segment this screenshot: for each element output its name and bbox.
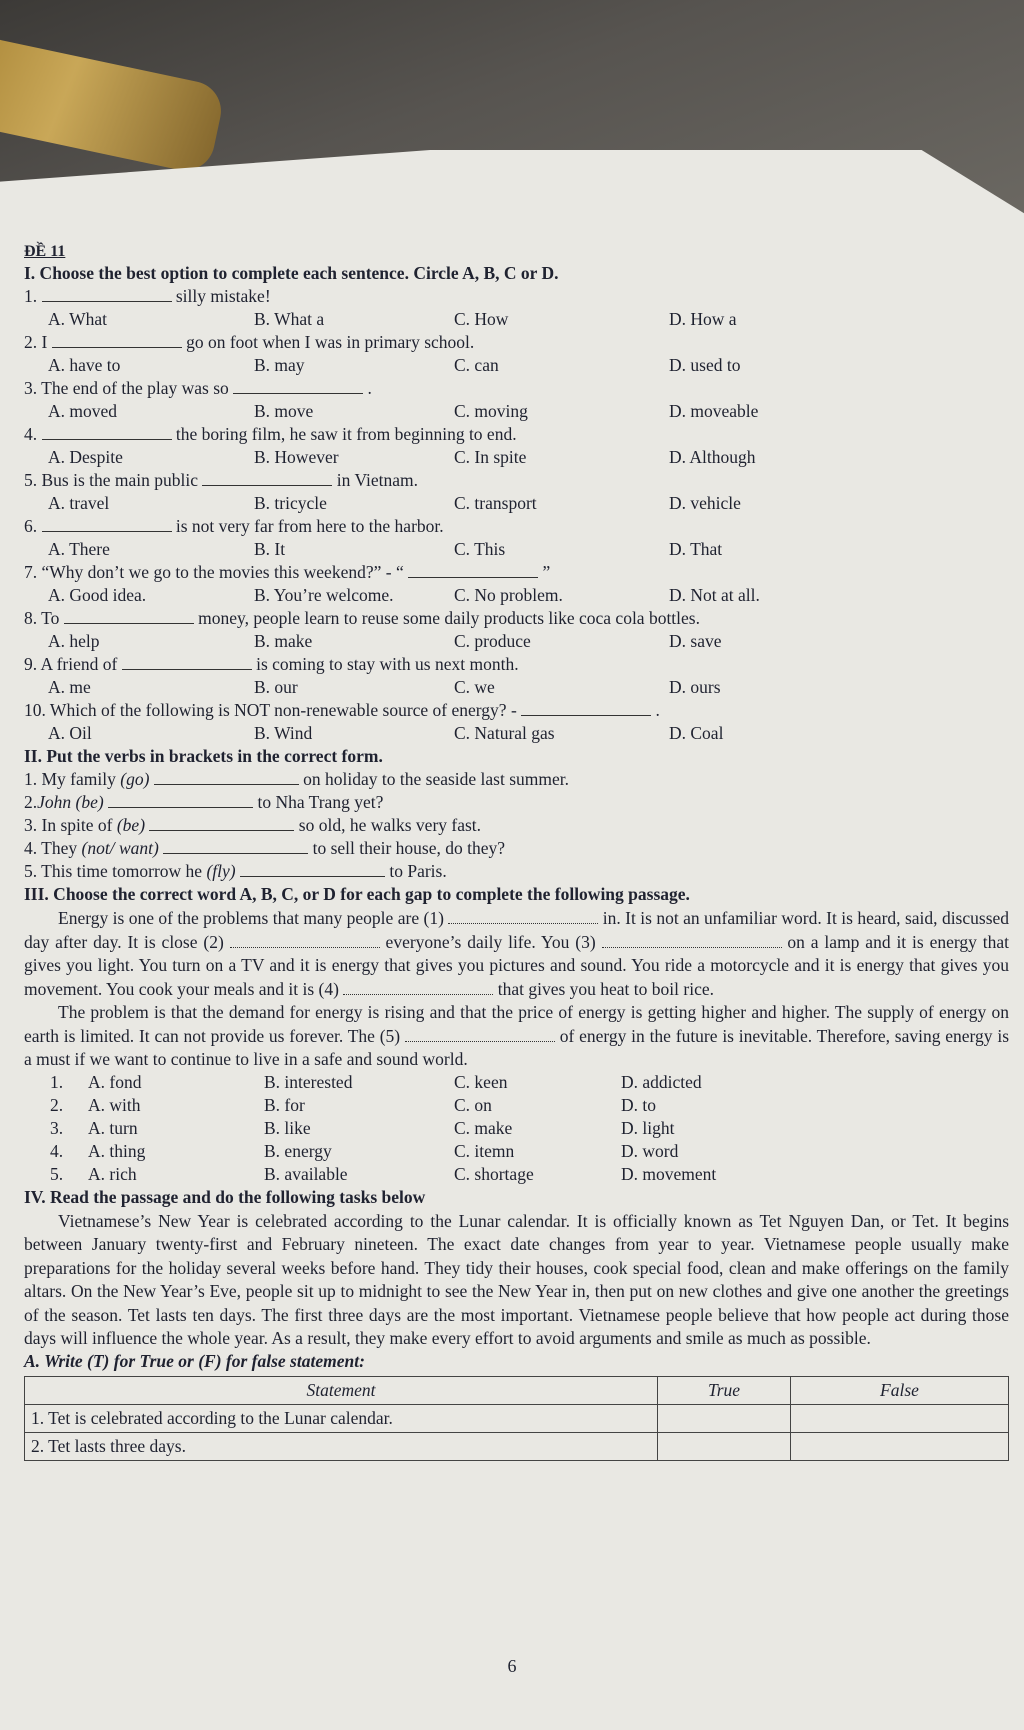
option-c[interactable]: C. keen — [454, 1071, 508, 1092]
question-options — [24, 447, 1009, 470]
question-options — [24, 493, 1009, 516]
option-d[interactable]: D. to — [621, 1094, 656, 1115]
section3-paragraph2: The problem is that the demand for energy is rising and that the price of energy is getting higher and higher. The supply of energy on earth is limited. It can not provide us forever. The (5) of energy in the future is inevitable. Therefore, saving energy is a must if we want to continue to live in a safe and sound world. — [24, 1002, 1010, 1069]
option-b[interactable]: B. move — [254, 401, 314, 421]
option-b[interactable]: B. make — [254, 631, 313, 651]
answer-blank[interactable] — [42, 425, 172, 440]
verb-item: 5. This time tomorrow he (fly) to Paris. — [24, 861, 447, 881]
question-options — [24, 539, 1009, 562]
option-a[interactable]: A. turn — [88, 1117, 138, 1138]
answer-blank[interactable] — [202, 471, 332, 486]
section2-items — [24, 769, 1009, 884]
answer-blank[interactable] — [122, 655, 252, 670]
option-b[interactable]: B. like — [264, 1117, 311, 1138]
gap-number: 3. — [50, 1117, 64, 1138]
section3-title: III. Choose the correct word A, B, C, or D for each gap to complete the following passage. — [24, 884, 690, 904]
option-c[interactable]: C. No problem. — [454, 585, 563, 605]
question-stem: 6. is not very far from here to the harbor. — [24, 516, 444, 536]
option-a[interactable]: A. fond — [88, 1071, 142, 1092]
header-false: False — [791, 1376, 1009, 1404]
gap-number: 5. — [50, 1163, 64, 1184]
option-b[interactable]: B. tricycle — [254, 493, 327, 513]
question-stem: 7. “Why don’t we go to the movies this weekend?” - “ ” — [24, 562, 551, 582]
option-a[interactable]: A. help — [48, 631, 100, 651]
option-c[interactable]: C. This — [454, 539, 506, 559]
page-number: 6 — [507, 1656, 517, 1676]
option-d[interactable]: D. Although — [669, 447, 756, 467]
answer-blank[interactable] — [240, 862, 385, 877]
section1-title: I. Choose the best option to complete each sentence. Circle A, B, C or D. — [24, 263, 559, 283]
answer-blank[interactable] — [149, 816, 294, 831]
option-c[interactable]: C. transport — [454, 493, 537, 513]
option-b[interactable]: B. What a — [254, 309, 325, 329]
option-d[interactable]: D. That — [669, 539, 723, 559]
option-b[interactable]: B. However — [254, 447, 339, 467]
answer-blank[interactable] — [408, 563, 538, 578]
section2-title: II. Put the verbs in brackets in the correct form. — [24, 746, 383, 766]
option-b[interactable]: B. for — [264, 1094, 305, 1115]
answer-blank[interactable] — [42, 287, 172, 302]
section3-paragraph1: Energy is one of the problems that many people are (1) in. It is not an unfamiliar word. It is heard, said, discussed day after day. It is close (2) everyone’s daily life. You (3) on a lamp and it is energy that gives you light. You turn on a TV and it is energy that gives you pictures and sound. You ride a motorcycle and it is energy that gives you movement. You cook your meals and it is (4) that gives you heat to boil rice. — [24, 908, 1010, 999]
option-b[interactable]: B. may — [254, 355, 305, 375]
section4-title: IV. Read the passage and do the following tasks below — [24, 1186, 426, 1207]
option-b[interactable]: B. You’re welcome. — [254, 585, 394, 605]
passage-option-row — [24, 1164, 1009, 1187]
answer-blank[interactable] — [163, 839, 308, 854]
option-c[interactable]: C. on — [454, 1094, 492, 1115]
option-c[interactable]: C. shortage — [454, 1163, 534, 1184]
verb-item: 4. They (not/ want) to sell their house, do they? — [24, 838, 506, 858]
option-a[interactable]: A. Good idea. — [48, 585, 147, 605]
option-a[interactable]: A. There — [48, 539, 110, 559]
verb-item: 2.John (be) to Nha Trang yet? — [24, 792, 384, 812]
question-options — [24, 585, 1009, 608]
question-stem: 5. Bus is the main public in Vietnam. — [24, 470, 419, 490]
passage-option-row — [24, 1141, 1009, 1164]
worksheet-content — [24, 240, 1009, 1461]
question-stem: 9. A friend of is coming to stay with us next month. — [24, 654, 519, 674]
gap-number: 4. — [50, 1140, 64, 1161]
passage-option-row — [24, 1095, 1009, 1118]
option-d[interactable]: D. moveable — [669, 401, 759, 421]
option-a[interactable]: A. me — [48, 677, 91, 697]
option-a[interactable]: A. have to — [48, 355, 121, 375]
true-answer-cell[interactable] — [658, 1404, 791, 1432]
option-c[interactable]: C. moving — [454, 401, 528, 421]
question-stem: 2. I go on foot when I was in primary school. — [24, 332, 475, 352]
option-d[interactable]: D. How a — [669, 309, 737, 329]
answer-blank[interactable] — [64, 609, 194, 624]
option-b[interactable]: B. It — [254, 539, 286, 559]
option-c[interactable]: C. itemn — [454, 1140, 515, 1161]
option-a[interactable]: A. moved — [48, 401, 118, 421]
answer-blank[interactable] — [108, 793, 253, 808]
true-false-table — [24, 1376, 1009, 1461]
option-c[interactable]: C. we — [454, 677, 495, 697]
option-a[interactable]: A. travel — [48, 493, 110, 513]
option-d[interactable]: D. ours — [669, 677, 721, 697]
option-d[interactable]: D. Coal — [669, 723, 724, 743]
option-d[interactable]: D. Not at all. — [669, 585, 760, 605]
option-c[interactable]: C. Natural gas — [454, 723, 555, 743]
task-a-title: A. Write (T) for True or (F) for false statement: — [24, 1350, 365, 1371]
section1-questions — [24, 286, 1009, 746]
option-a[interactable]: A. thing — [88, 1140, 146, 1161]
section4-passage: Vietnamese’s New Year is celebrated according to the Lunar calendar. It is officially known as Tet Nguyen Dan, or Tet. It begins between January twenty-first and February nineteen. The exact date changes from year to year. Vietnamese people usually make preparations for the holiday several weeks before hand. They tidy their houses, cook special food, clean and make offerings on the family altars. On the New Year’s Eve, people sit up to midnight to see the New Year in, then put on new clothes and give one another the greetings of the season. Tet lasts ten days. The first three days are the most important. Vietnamese people believe that how people act during those days will influence the whole year. As a result, they make every effort to avoid arguments and smile as much as possible. — [24, 1210, 1009, 1348]
option-a[interactable]: A. with — [88, 1094, 141, 1115]
option-a[interactable]: A. What — [48, 309, 107, 329]
false-answer-cell[interactable] — [791, 1432, 1009, 1460]
passage-option-row — [24, 1072, 1009, 1095]
option-a[interactable]: A. Oil — [48, 723, 92, 743]
option-d[interactable]: D. movement — [621, 1163, 717, 1184]
question-options — [24, 631, 1009, 654]
option-b[interactable]: B. energy — [264, 1140, 332, 1161]
answer-blank[interactable] — [52, 333, 182, 348]
gap-number: 2. — [50, 1094, 64, 1115]
verb-item: 1. My family (go) on holiday to the seaside last summer. — [24, 769, 570, 789]
option-d[interactable]: D. used to — [669, 355, 741, 375]
option-d[interactable]: D. save — [669, 631, 722, 651]
question-options — [24, 723, 1009, 746]
option-d[interactable]: D. light — [621, 1117, 675, 1138]
gap-number: 1. — [50, 1071, 64, 1092]
option-c[interactable]: C. produce — [454, 631, 531, 651]
option-d[interactable]: D. vehicle — [669, 493, 741, 513]
section3-options — [24, 1072, 1009, 1187]
answer-blank[interactable] — [521, 701, 651, 716]
option-c[interactable]: C. How — [454, 309, 509, 329]
header-true: True — [658, 1376, 791, 1404]
option-b[interactable]: B. available — [264, 1163, 348, 1184]
question-stem: 1. silly mistake! — [24, 286, 271, 306]
exam-heading: ĐỀ 11 — [24, 243, 66, 260]
question-options — [24, 677, 1009, 700]
option-c[interactable]: C. can — [454, 355, 499, 375]
option-a[interactable]: A. rich — [88, 1163, 137, 1184]
question-options — [24, 355, 1009, 378]
true-answer-cell[interactable] — [658, 1432, 791, 1460]
table-row: 1. Tet is celebrated according to the Lunar calendar. — [25, 1404, 1009, 1432]
answer-blank[interactable] — [233, 379, 363, 394]
question-stem: 4. the boring film, he saw it from beginning to end. — [24, 424, 517, 444]
option-a[interactable]: A. Despite — [48, 447, 123, 467]
passage-option-row — [24, 1118, 1009, 1141]
option-b[interactable]: B. Wind — [254, 723, 313, 743]
question-stem: 10. Which of the following is NOT non-renewable source of energy? - . — [24, 700, 660, 720]
option-b[interactable]: B. interested — [264, 1071, 353, 1092]
option-b[interactable]: B. our — [254, 677, 298, 697]
option-d[interactable]: D. word — [621, 1140, 679, 1161]
answer-blank[interactable] — [42, 517, 172, 532]
option-c[interactable]: C. In spite — [454, 447, 527, 467]
option-d[interactable]: D. addicted — [621, 1071, 702, 1092]
header-statement: Statement — [25, 1376, 658, 1404]
question-stem: 8. To money, people learn to reuse some daily products like coca cola bottles. — [24, 608, 700, 628]
table-row: 2. Tet lasts three days. — [25, 1432, 1009, 1460]
answer-blank[interactable] — [154, 770, 299, 785]
question-options — [24, 309, 1009, 332]
false-answer-cell[interactable] — [791, 1404, 1009, 1432]
question-options — [24, 401, 1009, 424]
option-c[interactable]: C. make — [454, 1117, 513, 1138]
verb-item: 3. In spite of (be) so old, he walks very fast. — [24, 815, 482, 835]
question-stem: 3. The end of the play was so . — [24, 378, 372, 398]
